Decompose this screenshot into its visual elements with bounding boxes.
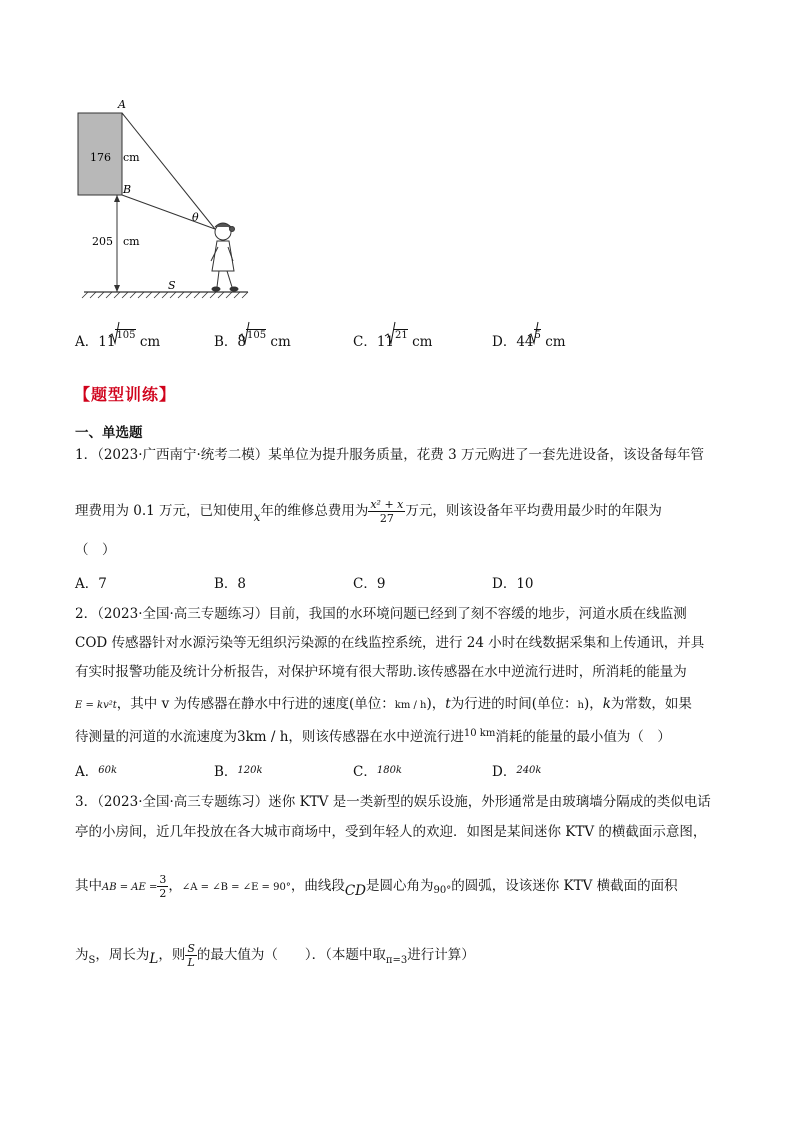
q2-option-c[interactable]: C．$^{180k}$ (353, 764, 402, 780)
unit-lower: cm (123, 235, 140, 248)
prev-option-a[interactable]: A．$11^{105}$ cm (75, 330, 161, 350)
label-theta: θ (192, 211, 199, 224)
subsection-title: 一、单选题 (75, 425, 143, 441)
prev-option-d[interactable]: D．$44^5$ cm (492, 330, 566, 350)
q1-blank: （ ） (75, 542, 116, 558)
q2-option-d[interactable]: D．$^{240k}$ (492, 764, 542, 780)
q2-option-a[interactable]: A．$^{60k}$ (75, 764, 118, 780)
q2-option-b[interactable]: B．$^{120k}$ (214, 764, 263, 780)
section-title: 【题型训练】 (74, 385, 177, 404)
label-b: B (123, 183, 132, 196)
q3-line2: 亭的小房间，近几年投放在各大城市商场中，受到年轻人的欢迎．如图是某间迷你 KTV 的横截面示意图， (75, 824, 707, 840)
q1-option-a[interactable]: A．7 (75, 576, 107, 592)
q1-option-d[interactable]: D．10 (492, 576, 534, 592)
q3-line4: 为$_S$，周长为L，则 $\frac{S}{L}$ 的最大值为（ ）．（本题中取$_{\pi=3}$进行计算） (75, 942, 475, 969)
len-upper: 176 (90, 151, 111, 164)
q2-line4: E = kv²t，其中 v 为传感器在静水中行进的速度(单位：km / h)，t为行进的时间(单位：h)，k为常数，如果 (75, 696, 692, 712)
prev-option-b[interactable]: B．$8^{105}$ cm (214, 330, 291, 350)
radical-signs (0, 0, 800, 360)
label-s: S (168, 279, 176, 292)
q1-line2: 理费用为 0.1 万元，已知使用x年的维修总费用为 $\frac{\text{x² + x}}{27}$ 万元，则该设备年平均费用最少时的年限为 (75, 498, 662, 525)
q2-line5: 待测量的河道的水流速度为3km / h，则该传感器在水中逆流行进$^{10 km}$消耗的能量的最小值为（ ） (75, 728, 671, 745)
q3-line1: 3．（2023·全国·高三专题练习）迷你 KTV 是一类新型的娱乐设施，外形通常是由玻璃墙分隔成的类似电话 (75, 794, 711, 810)
unit-upper: cm (123, 151, 140, 164)
q3-fraction: $\frac{3}{2}$ (159, 873, 167, 900)
q2-line3: 有实时报警功能及统计分析报告，对保护环境有很大帮助.该传感器在水中逆流行进时，所消耗的能量为 (75, 664, 687, 680)
prev-option-c[interactable]: C．$11^{21}$ cm (353, 330, 433, 350)
q2-line2: COD 传感器针对水源污染等无组织污染源的在线监控系统，进行 24 小时在线数据采集和上传通讯，并具 (75, 635, 705, 651)
q1-option-b[interactable]: B．8 (214, 576, 247, 592)
q1-fraction: $\frac{\text{x² + x}}{27}$ (370, 498, 404, 525)
q3-line3: 其中AB = AE = $\frac{3}{2}$ ，∠A = ∠B = ∠E = 90°，曲线段CD是圆心角为$_{90^\circ}$的圆弧，设该迷你 KTV 横截面的面积 (75, 873, 678, 900)
q3-ratio: $\frac{S}{L}$ (187, 942, 195, 969)
q2-line1: 2．（2023·全国·高三专题练习）目前，我国的水环境问题已经到了刻不容缓的地步，河道水质在线监测 (75, 606, 687, 622)
q1-option-c[interactable]: C．9 (353, 576, 386, 592)
q1-line1: 1．（2023·广西南宁·统考二模）某单位为提升服务质量，花费 3 万元购进了一套先进设备，该设备每年管 (75, 447, 704, 463)
label-a: A (118, 98, 126, 111)
len-lower: 205 (92, 235, 113, 248)
